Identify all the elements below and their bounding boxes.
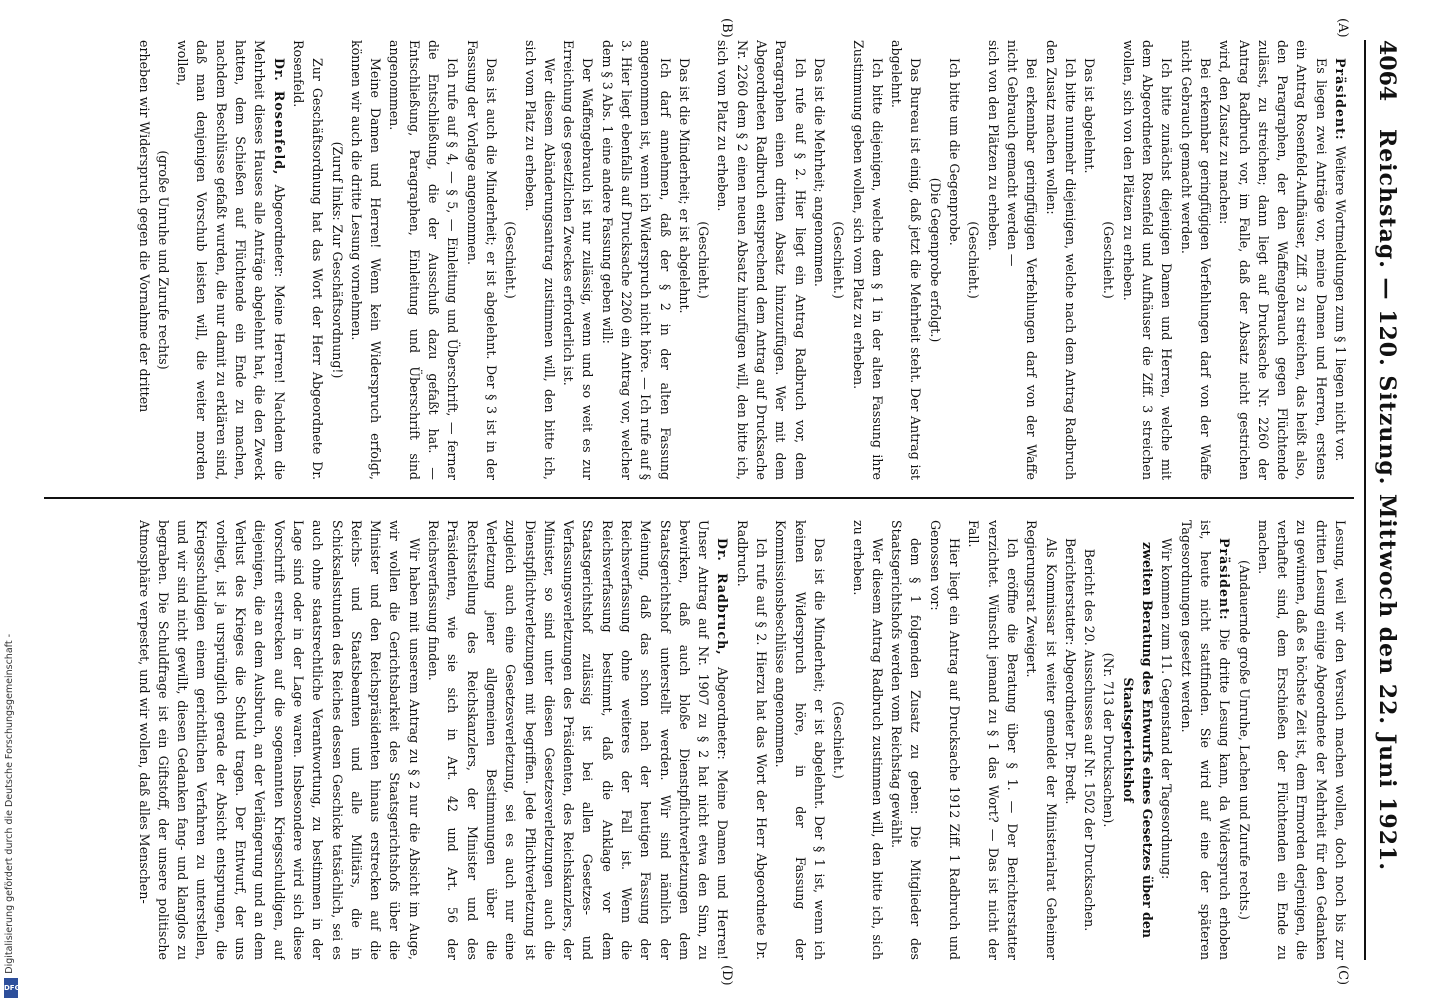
paragraph-text: Der Waffengebrauch ist nur zulässig, wenn und so weit es zur Erreichung des gesetzlichen Zweckes erforderlich ist. [561, 40, 596, 480]
paragraph [1022, 520, 1061, 960]
paragraph-text: Ich rufe auf § 2. Hierzu hat das Wort der Herr Abgeordnete Dr. Radbruch. [734, 520, 770, 960]
paragraph-text: Abgeordneter: Meine Damen und Herren! Unser Antrag auf Nr. 1907 zu § 2 hat nicht etwa den Sinn, zu bewirken, daß auch bloße Dienstpflichtverletzungen dem Staatsgerichtshof unterstellt werden. Wir sind nämlich der Meinung, daß das schon nach der heutigen Fassung der Reichsverfassung ohne weiteres der Fall ist. Wenn die Reichsverfassung bestimmt, daß die Anklage vor dem Staatsgerichtshof zulässig ist bei allen Gesetzes- und Verfassungsverletzungen des Präsidenten, des Reichskanzlers, der Minister, so sind unter diesen Gesetzesverletzungen auch die Dienstpflichtverletzungen mit begriffen. Jede Pflichtverletzung ist zugleich auch eine Gesetzesverletzung, sei es auch nur eine Verletzung jener allgemeinen Bestimmungen über die Rechtsstellung des Reichskanzlers, der Minister und des Präsidenten, wie sie sich in Art. 42 und Art. 56 der Reichsverfassung finden. [426, 520, 731, 960]
paragraph [347, 40, 386, 480]
stage-direction: (Nr. 713 der Drucksachen). [1101, 652, 1117, 828]
speech-paragraph [173, 40, 289, 480]
paragraph: sich von den Plätzen zu erheben. [985, 40, 1001, 251]
stage-direction: (Geschieht.) [831, 221, 847, 299]
stage-direction: (Geschieht.) [503, 221, 519, 299]
paragraph-text: dem § 1 folgenden Zusatz zu geben: Die Mitglieder des Staatsgerichtshofs werden vom Reichstag gewählt. [889, 520, 924, 960]
paragraph-text: Das ist abgelehnt. [1082, 58, 1098, 174]
paragraph-text: Als Kommissar ist weiter gemeldet der Ministerialrat Geheimer Regierungsrat Zweigert. [1024, 520, 1059, 960]
paragraph-text: Es liegen zwei Anträge vor, meine Damen und Herren, erstens ein Antrag Rosenfeld-Aufhäuser, Ziff. 3 zu streichen, das heißt also, den Paragraphen, der den Waffengebrauch gegen Flüchtende zulässt, zu streichen; dann liegt auf Drucksache Nr. 2260 der Antrag Radbruch vor, im Falle, daß der Absatz nicht gestrichen wird, den Zusatz zu machen: [1217, 40, 1329, 480]
paragraph-text: Das ist die Minderheit; er ist abgelehnt. [676, 58, 692, 314]
paragraph: erheben wir Widerspruch gegen die Vornahme der dritten [136, 40, 152, 413]
dfg-logo: DFG [4, 978, 18, 998]
paragraph-text: Hier liegt ein Antrag auf Drucksache 1912 Ziff. 1 Radbruch und Genossen vor: [927, 520, 963, 960]
speaker-name: Dr. Rosenfeld, [271, 58, 287, 185]
text-column-right [50, 520, 1350, 960]
paragraph [289, 40, 328, 480]
stage-direction: Bericht des 20. Ausschusses auf Nr. 1502 der Drucksachen. [1082, 548, 1098, 932]
paragraph [964, 520, 1022, 960]
paragraph-text: Ich bitte um die Gegenprobe. [947, 58, 963, 246]
paragraph-text: Wir kommen zum 11. Gegenstand der Tagesordnung: [1159, 538, 1175, 880]
paragraph [713, 40, 809, 480]
paragraph [559, 40, 598, 480]
paragraph-text: Die dritte Lesung kann, da Widerspruch erhoben ist, heute nicht stattfinden. Sie wird auf eine der späteren Tagesordnungen gesetzt werden. [1178, 520, 1233, 960]
paragraph [1080, 40, 1099, 480]
paragraph: Lesung, weil wir den Versuch machen wollen, doch noch bis zur dritten Lesung einige Abgeordnete der Mehrheit für den Gedanken zu gewinnen, daß es höchste Zeit ist, dem Ermorden derjenigen, die verhaftet sind, dem Erschießen der Flüchtenden ein Ende zu machen. [1255, 520, 1348, 960]
speech-paragraph [424, 520, 733, 960]
paragraph [1061, 520, 1080, 960]
paragraph [462, 40, 501, 480]
paragraph-text: Ich rufe auf § 2. Hier liegt ein Antrag Radbruch vor, dem Paragraphen einen dritten Absatz hinzuzufügen. Wer mit dem Abgeordneten Radbruch entsprechend dem Antrag auf Drucksache Nr. 2260 dem § 2 einen neuen Absatz hinzufügen will, den bitte ich, sich vom Platz zu erheben. [715, 40, 808, 480]
speech-paragraph [1331, 40, 1350, 480]
paragraph [1118, 40, 1176, 480]
margin-marker-c: (C) [1335, 965, 1350, 986]
paragraph-text: Zur Geschäftsordnung hat das Wort der Herr Abgeordnete Dr. Rosenfeld. [290, 40, 326, 480]
paragraph-text: Abgeordneter: Meine Herren! Nachdem die Mehrheit dieses Hauses alle Anträge abgelehnt hat, die den Zweck hatten, dem Schießen auf Flüchtende ein Ende zu machen, nachdem Beschlüsse gefaßt wurden, die nur damit zu erklären sind, daß man denjenigen Vorschub leisten will, die weiter morden wollen, [175, 40, 287, 480]
paragraph-text: Ich bitte diejenigen, welche dem § 1 in der alten Fassung ihre Zustimmung geben wollen, sich vom Platz zu erheben. [850, 40, 885, 480]
paragraph-text: Das Bureau ist einig, daß jetzt die Mehrheit steht. Der Antrag ist abgelehnt. [889, 40, 924, 480]
column-divider [44, 497, 1354, 499]
page-number: 4064 [1374, 40, 1400, 102]
paragraph-text: Das ist auch die Minderheit; er ist abgelehnt. Der § 3 ist in der Fassung der Vorlage angenommen. [464, 40, 499, 480]
paragraph [1003, 40, 1042, 480]
margin-marker-d: (D) [719, 965, 734, 986]
paragraph-text: Wer diesem Antrag Radbruch zustimmen will, den bitte ich, sich zu erheben. [850, 520, 885, 960]
paragraph-text: Ich bitte nunmehr diejenigen, welche nach dem Antrag Radbruch den Zusatz machen wollen: [1043, 40, 1078, 480]
paragraph [1041, 40, 1080, 480]
credit-text: Digitalisierung gefördert durch die Deutsche Forschungsgemeinschaft - [4, 634, 15, 974]
paragraph [848, 520, 887, 960]
speaker-name: Präsident: [1217, 538, 1233, 629]
stage-direction: (große Unruhe und Zurufe rechts) [155, 150, 171, 370]
margin-marker-b: (B) [719, 18, 734, 38]
speaker-name: Dr. Radbruch, [715, 538, 731, 668]
text-column-left [50, 40, 1350, 480]
agenda-heading: zweiten Beratung des Entwurfs eines Gesetzes über den Staatsgerichtshof [1120, 541, 1156, 939]
paragraph [887, 40, 926, 480]
paragraph [733, 520, 772, 960]
paragraph [597, 40, 674, 480]
paragraph [810, 40, 829, 480]
paragraph [134, 520, 423, 960]
paragraph-text: Bei erkennbar geringfügigen Verfehlungen darf von der Waffe nicht Gebrauch gemacht werden — [1004, 40, 1040, 480]
page-header [1364, 40, 1406, 960]
paragraph [520, 40, 559, 480]
paragraph [887, 520, 926, 960]
speaker-name: Präsident: [1333, 58, 1348, 146]
paragraph-text: Ich bitte zunächst diejenigen Damen und Herren, welche mit dem Abgeordneten Rosenfeld und Aufhäuser die Ziff. 3 streichen wollen, sich von den Plätzen zu erheben. [1120, 40, 1175, 480]
paragraph [945, 40, 964, 480]
paragraph [848, 40, 887, 480]
page-title: Reichstag. — 120. Sitzung. Mittwoch den 22. Juni 1921. [1374, 129, 1400, 871]
stage-direction: (Die Gegenprobe erfolgt.) [927, 177, 943, 343]
stage-direction: (Geschieht.) [831, 701, 847, 779]
paragraph-text: Das ist die Mehrheit; angenommen. [811, 58, 827, 287]
paragraph-text: Meine Damen und Herren! Wenn kein Widerspruch erfolgt, können wir auch die dritte Lesung vornehmen. [348, 40, 384, 480]
paragraph [925, 520, 964, 960]
paragraph [1176, 40, 1215, 480]
paragraph [771, 520, 829, 960]
paragraph-text: Berichterstatter: Abgeordneter Dr. Bredt. [1062, 538, 1078, 805]
digitization-credit [0, 600, 22, 1000]
stage-direction: (Geschieht.) [696, 221, 712, 299]
paragraph-text: Ich eröffne die Beratung über § 1. — Der Berichterstatter verzichtet. Wünscht jemand zu § 1 das Wort? — Das ist nicht der Fall. [966, 520, 1020, 960]
stage-direction: (Andauernde große Unruhe, Lachen und Zurufe rechts.) [1236, 560, 1252, 920]
stage-direction: (Geschieht.) [1101, 221, 1117, 299]
paragraph-text: Weitere Wortmeldungen zum § 1 liegen nicht vor. [1333, 145, 1348, 462]
paragraph [1215, 40, 1331, 480]
stage-direction: (Zuruf links: Zur Geschäftsordnung!) [329, 141, 345, 379]
paragraph [385, 40, 462, 480]
paragraph-text: Bei erkennbar geringfügigen Verfehlungen darf von der Waffe nicht Gebrauch gemacht werden. [1178, 40, 1213, 480]
paragraph-text: Ich darf annehmen, daß der § 2 in der alten Fassung angenommen ist, wenn ich Widerspruch nicht höre. — Ich rufe auf § 3. Hier liegt ebenfalls auf Drucksache 2260 ein Antrag vor, welcher dem § 3 Abs. 1 eine andere Fassung geben will: [599, 40, 673, 480]
paragraph-text: Das ist die Minderheit; er ist abgelehnt. Der § 1 ist, wenn ich keinen Widerspruch höre, in der Fassung der Kommissionsbeschlüsse angenommen. [773, 520, 827, 960]
paragraph [675, 40, 694, 480]
paragraph-text: Ich rufe auf § 4, — § 5, — Einleitung und Überschrift, — ferner die Entschließung, die der Ausschuß dazu gefaßt hat. — Entschließung, Paragraphen, Einleitung und Überschrift sind angenommen. [387, 40, 461, 480]
speech-paragraph [1176, 520, 1234, 960]
paragraph-text: Wir haben mit unserem Antrag zu § 2 nur die Absicht im Auge, wir wollen die Gerichtsbarkeit des Staatsgerichtshofs über die Minister und den Reichspräsidenten hinaus erstrecken auf die Reichs- und Staatsbeamten und alle Militärs, die in Schicksalsstunden des Reiches dessen Geschicke tatsächlich, sei es auch ohne staatsrechtliche Verantwortung, zu bestimmen in der Lage sind oder in der Lage waren. Insbesondere wird sich diese Vorschrift erstrecken auf die sogenannten Kriegsschuldigen, auf diejenigen, die an dem Ausbruch, an der Verlängerung und an dem Verlust des Krieges die Schuld tragen. Der Entwurf, der uns vorliegt, ist ja ursprünglich gerade der Absicht entsprungen, die Kriegsschuldigen einem gerichtlichen Verfahren zu unterstellen, und wir sind nicht gewillt, diesen Gedanken fang- und klanglos zu begraben. Die Schuldfrage ist ein Giftstoff, der unsere politische Atmosphäre verpestet, und wir wollen, daß alles Menschen- [136, 520, 422, 960]
paragraph-text: Wer diesem Abänderungsantrag zustimmen will, den bitte ich, sich vom Platz zu erheben. [522, 40, 557, 480]
stage-direction: (Geschieht.) [966, 221, 982, 299]
paragraph [1157, 520, 1176, 960]
margin-marker-a: (A) [1335, 18, 1350, 38]
